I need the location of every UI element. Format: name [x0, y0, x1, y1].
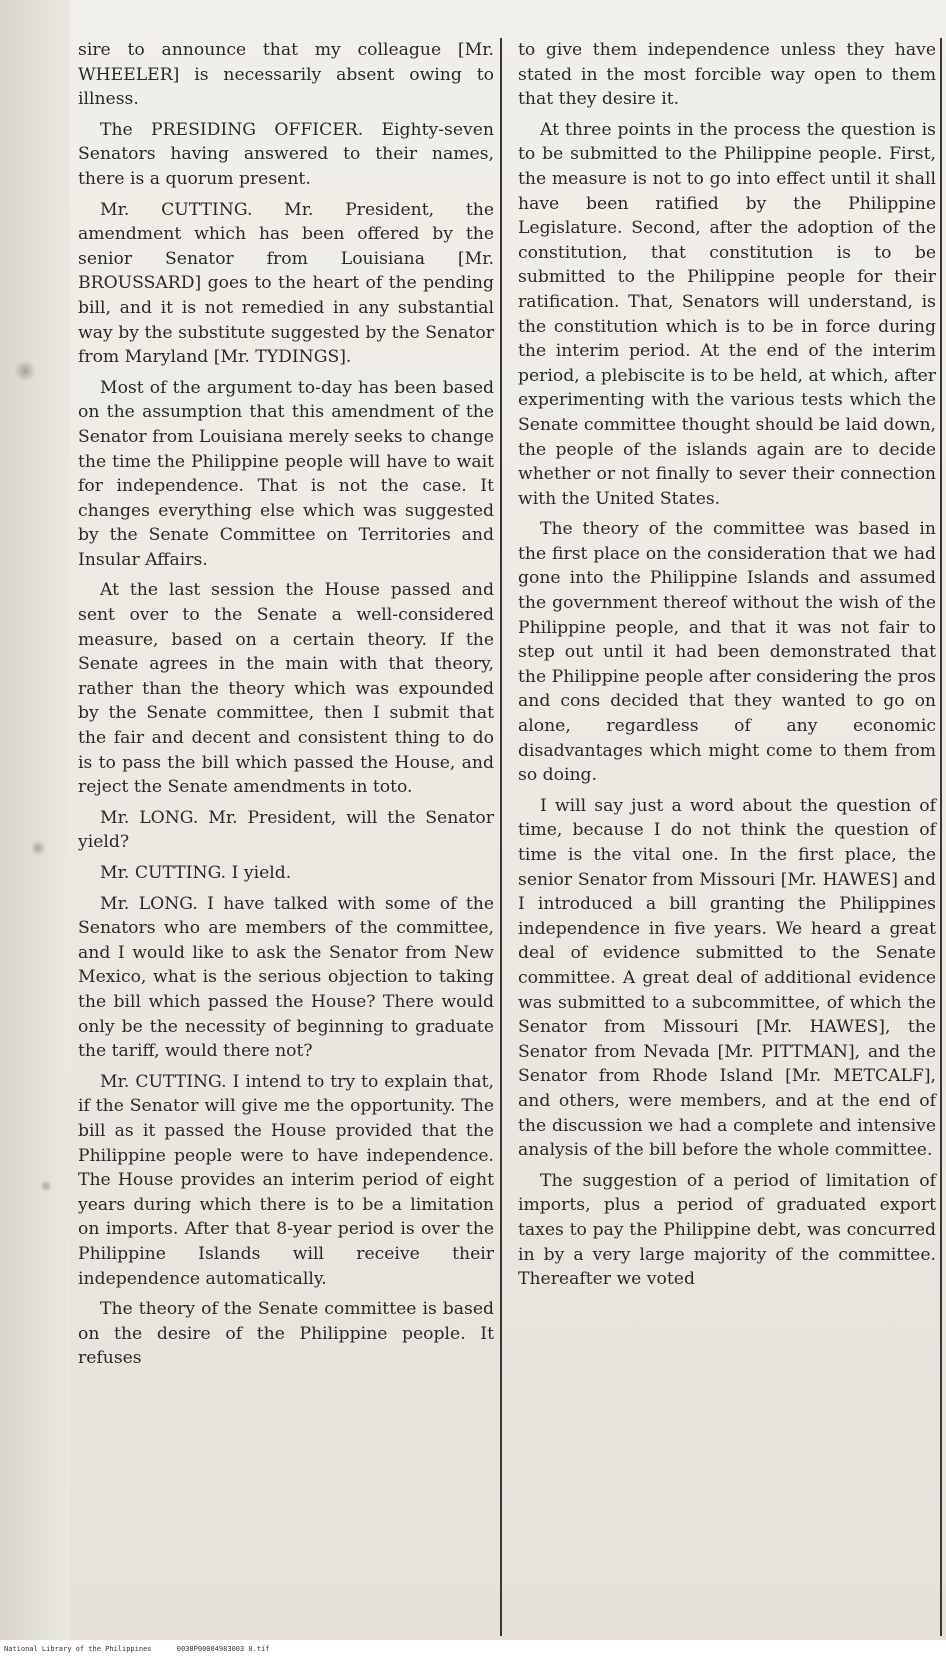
paragraph: At three points in the process the question is to be submitted to the Philippine people. First, the measure is not to go into effect until it shall have been ratified by the Philippine Legislature. Second, after the adoption of the constitution, that constitution is to be submitted to the Philippine people for their ratification. That, Senators will understand, is the constitution which is to be in force during the interim period. At the end of the interim period, a plebiscite is to be held, at which, after experimenting with the various tests which the Senate committee thought should be laid down, the people of the islands again are to decide whether or not finally to sever their connection with the United States. — [518, 119, 936, 509]
paragraph: At the last session the House passed and sent over to the Senate a well-considered measure, based on a certain theory. If the Senate agrees in the main with that theory, rather than the theory which was expounded by the Senate committee, then I submit that the fair and decent and consistent thing to do is to pass the bill which passed the House, and reject the Senate amendments in toto. — [78, 580, 494, 798]
paragraph: Mr. LONG. Mr. President, will the Senator yield? — [78, 807, 494, 853]
ink-smudge — [40, 1180, 52, 1192]
paragraph: Mr. CUTTING. I yield. — [100, 863, 292, 883]
newspaper-columns — [78, 38, 942, 1636]
paragraph: to give them independence unless they have stated in the most forcible way open to them that they desire it. — [518, 40, 936, 110]
paragraph: I will say just a word about the question of time, because I do not think the question of time is the vital one. In the first place, the senior Senator from Missouri [Mr. HAWES] and I introduced a bill granting the Philippines independence in five years. We heard a great deal of evidence submitted to the Senate committee. A great deal of additional evidence was submitted to a subcommittee, of which the Senator from Missouri [Mr. HAWES], the Senator from Nevada [Mr. PITTMAN], and the Senator from Rhode Island [Mr. METCALF], and others, were members, and at the end of the discussion we had a complete and intensive analysis of the bill before the whole committee. — [518, 795, 936, 1161]
paragraph: sire to announce that my colleague [Mr. WHEELER] is necessarily absent owing to illness. — [78, 40, 494, 110]
paragraph: Mr. CUTTING. Mr. President, the amendment which has been offered by the senior Senator from Louisiana [Mr. BROUSSARD] goes to the heart of the pending bill, and it is not remedied in any substantial way by the substitute suggested by the Senator from Maryland [Mr. TYDINGS]. — [78, 199, 494, 368]
left-column — [78, 38, 502, 1636]
right-column — [518, 38, 942, 1636]
scan-footer: National Library of the Philippines 0038P00004983003 0.tif — [0, 1640, 946, 1658]
ink-smudge — [30, 840, 46, 856]
paragraph: Mr. LONG. I have talked with some of the Senators who are members of the committee, and I would like to ask the Senator from New Mexico, what is the serious objection to taking the bill which passed the House? There would only be the necessity of beginning to graduate the tariff, would there not? — [78, 893, 494, 1062]
paragraph: The theory of the committee was based in the first place on the consideration that we had gone into the Philippine Islands and assumed the government thereof without the wish of the Philippine people, and that it was not fair to step out until it had been demonstrated that the Philippine people after considering the pros and cons decided that they wanted to go on alone, regardless of any economic disadvantages which might come to them from so doing. — [518, 519, 936, 786]
page-edge-shadow — [0, 0, 70, 1640]
paragraph: The theory of the Senate committee is based on the desire of the Philippine people. It refuses — [78, 1299, 494, 1369]
paragraph: Most of the argument to-day has been based on the assumption that this amendment of the Senator from Louisiana merely seeks to change the time the Philippine people will have to wait for independence. That is not the case. It changes everything else which was suggested by the Senate Committee on Territories and Insular Affairs. — [78, 377, 494, 570]
paragraph: Mr. CUTTING. I intend to try to explain that, if the Senator will give me the opportunity. The bill as it passed the House provided that the Philippine people were to have independence. The House provides an interim period of eight years during which there is to be a limitation on imports. After that 8-year period is over the Philippine Islands will receive their independence automatically. — [78, 1071, 494, 1289]
paragraph: The suggestion of a period of limitation of imports, plus a period of graduated export taxes to pay the Philippine debt, was concurred in by a very large majority of the committee. Thereafter we voted — [518, 1170, 936, 1290]
paragraph: The PRESIDING OFFICER. Eighty-seven Senators having answered to their names, there is a quorum present. — [78, 119, 494, 189]
ink-smudge — [14, 360, 36, 382]
